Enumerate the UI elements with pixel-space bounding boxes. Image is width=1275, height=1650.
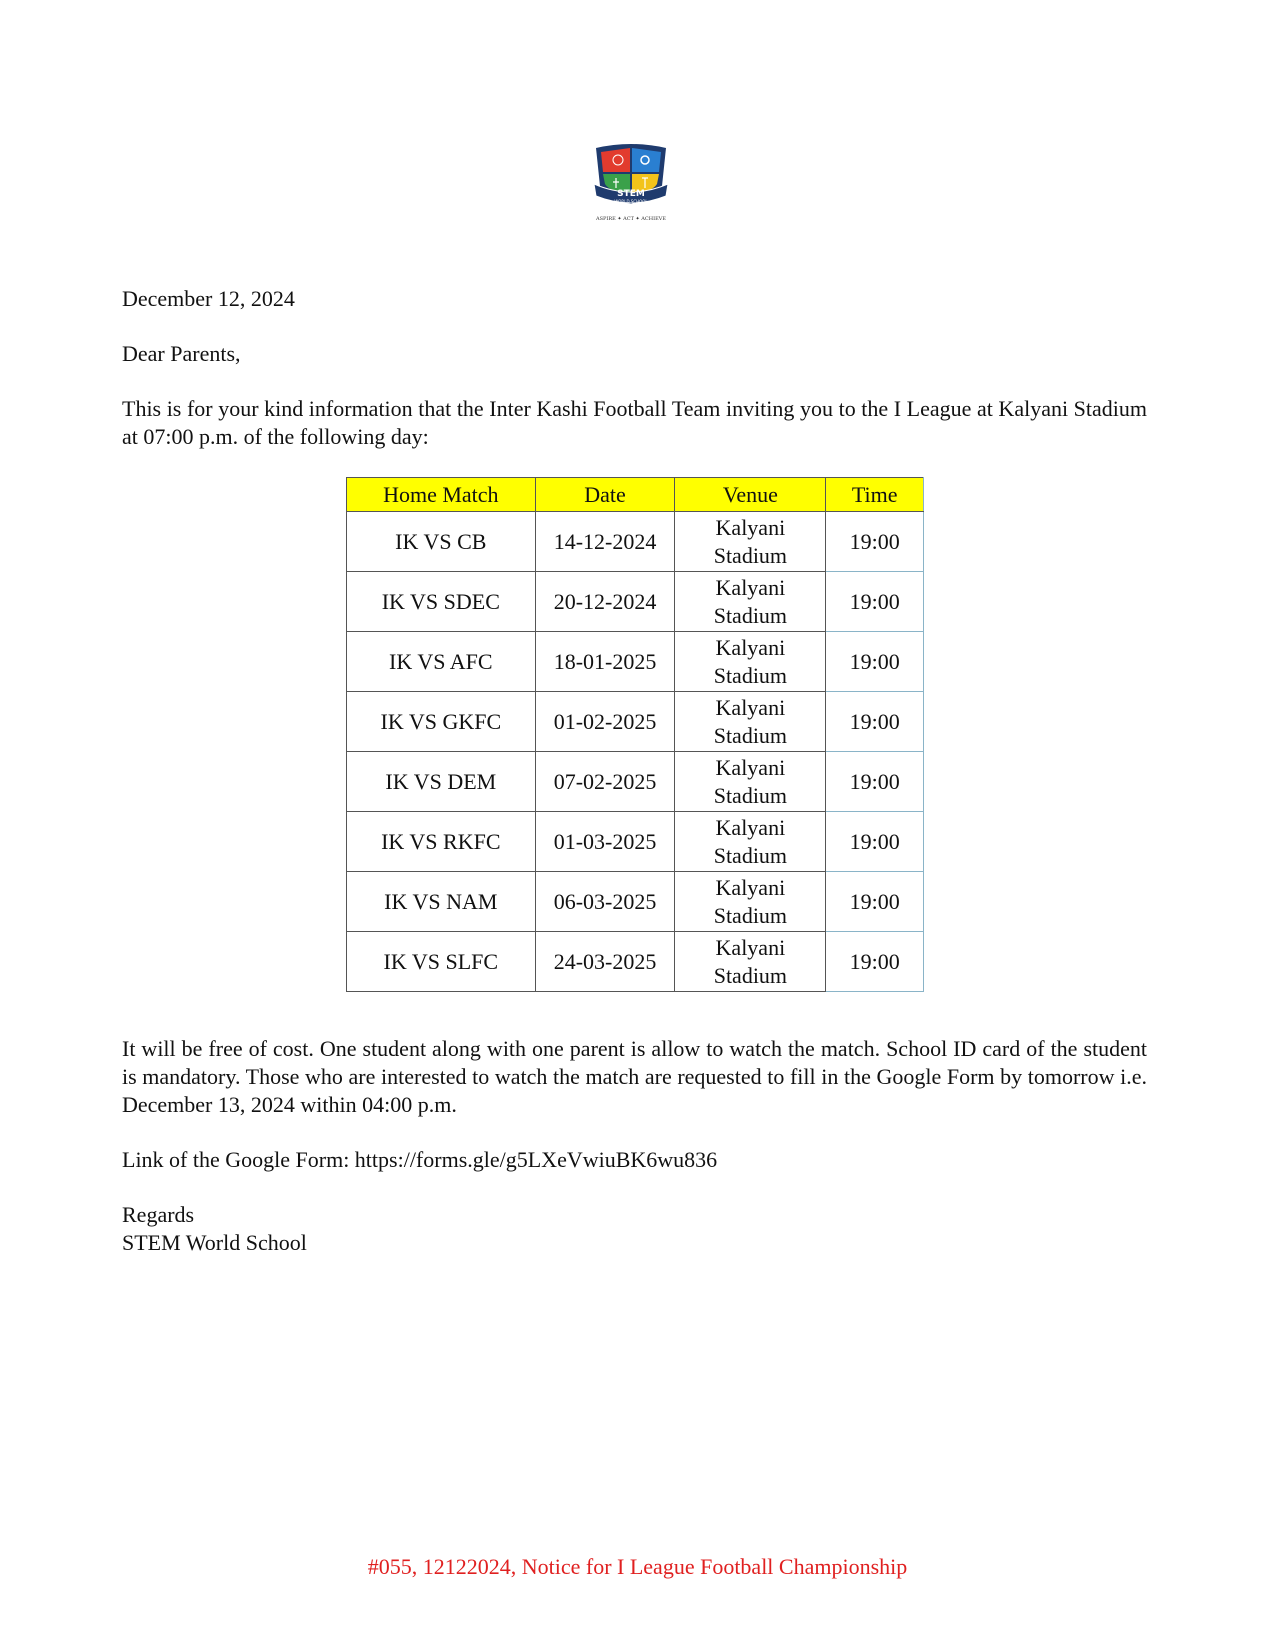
table-row [347, 512, 924, 572]
match-cell: IK VS RKFC [347, 812, 536, 872]
time-cell: 19:00 [826, 752, 924, 812]
google-form-link[interactable]: Link of the Google Form: https://forms.gle/g5LXeVwiuBK6wu836 [122, 1147, 718, 1172]
date-cell: 14-12-2024 [535, 512, 675, 572]
venue-cell: Kalyani Stadium [675, 692, 826, 752]
venue-cell: Kalyani Stadium [675, 752, 826, 812]
match-cell: IK VS CB [347, 512, 536, 572]
signature: STEM World School [122, 1230, 307, 1255]
table-row [347, 632, 924, 692]
regards: Regards [122, 1202, 195, 1227]
logo-name: STEM [617, 189, 645, 199]
venue-cell: Kalyani Stadium [675, 932, 826, 992]
header-venue: Venue [675, 478, 826, 512]
venue-cell: Kalyani Stadium [675, 572, 826, 632]
date-cell: 01-02-2025 [535, 692, 675, 752]
date-cell: 01-03-2025 [535, 812, 675, 872]
table-row [347, 872, 924, 932]
time-cell: 19:00 [826, 872, 924, 932]
time-cell: 19:00 [826, 692, 924, 752]
match-schedule-table [346, 477, 924, 992]
time-cell: 19:00 [826, 812, 924, 872]
table-header-row [347, 478, 924, 512]
match-cell: IK VS SLFC [347, 932, 536, 992]
logo-motto: ASPIRE ✦ ACT ✦ ACHIEVE [596, 216, 666, 222]
header-date: Date [535, 478, 675, 512]
salutation: Dear Parents, [122, 341, 241, 366]
venue-cell: Kalyani Stadium [675, 512, 826, 572]
school-logo [588, 138, 674, 224]
time-cell: 19:00 [826, 932, 924, 992]
conditions-paragraph: It will be free of cost. One student along with one parent is allow to watch the match. School ID card of the student is mandatory. Those who are interested to watch the match are requested to fill in the Google Form by tomorrow i.e. December 13, 2024 within 04:00 p.m. [122, 1036, 1147, 1117]
match-cell: IK VS SDEC [347, 572, 536, 632]
letter-date: December 12, 2024 [122, 286, 295, 311]
time-cell: 19:00 [826, 512, 924, 572]
date-cell: 24-03-2025 [535, 932, 675, 992]
time-cell: 19:00 [826, 572, 924, 632]
table-row [347, 812, 924, 872]
date-cell: 20-12-2024 [535, 572, 675, 632]
stem-shield-icon [588, 138, 674, 224]
match-cell: IK VS NAM [347, 872, 536, 932]
footer-notice-reference: #055, 12122024, Notice for I League Football Championship [367, 1554, 908, 1579]
match-cell: IK VS GKFC [347, 692, 536, 752]
venue-cell: Kalyani Stadium [675, 872, 826, 932]
table-row [347, 572, 924, 632]
header-home-match: Home Match [347, 478, 536, 512]
match-cell: IK VS DEM [347, 752, 536, 812]
date-cell: 18-01-2025 [535, 632, 675, 692]
logo-subname: WORLD SCHOOL [614, 199, 648, 204]
intro-paragraph: This is for your kind information that the Inter Kashi Football Team inviting you to the I League at Kalyani Stadium at 07:00 p.m. of the following day: [122, 396, 1147, 449]
date-cell: 07-02-2025 [535, 752, 675, 812]
table-row [347, 752, 924, 812]
date-cell: 06-03-2025 [535, 872, 675, 932]
table-row [347, 932, 924, 992]
match-cell: IK VS AFC [347, 632, 536, 692]
header-time: Time [826, 478, 924, 512]
venue-cell: Kalyani Stadium [675, 812, 826, 872]
venue-cell: Kalyani Stadium [675, 632, 826, 692]
time-cell: 19:00 [826, 632, 924, 692]
table-row [347, 692, 924, 752]
